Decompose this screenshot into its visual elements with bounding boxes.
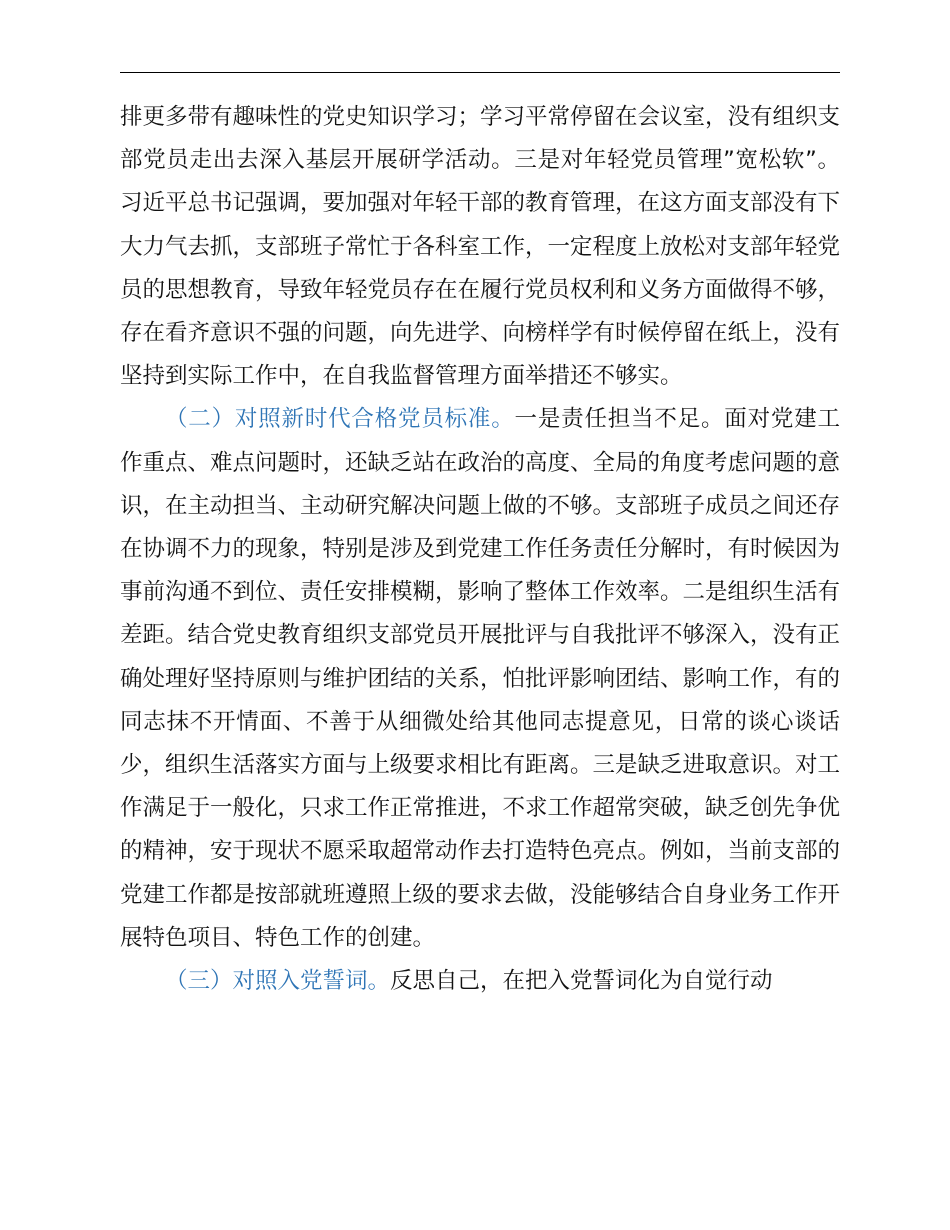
paragraph-2-text: 一是责任担当不足。面对党建工作重点、难点问题时，还缺乏站在政治的高度、全局的角度考虑问题的意识，在主动担当、主动研究解决问题上做的不够。支部班子成员之间还存在协调不力的现象，特别是涉及到党建工作任务责任分解时，有时候因为事前沟通不到位、责任安排模糊，影响了整体工作效率。二是组织生活有差距。结合党史教育组织支部党员开展批评与自我批评不够深入，没有正确处理好坚持原则与维护团结的关系，怕批评影响团结、影响工作，有的同志抹不开情面、不善于从细微处给其他同志提意见，日常的谈心谈话少，组织生活落实方面与上级要求相比有距离。三是缺乏进取意识。对工作满足于一般化，只求工作正常推进，不求工作超常突破，缺乏创先争优的精神，安于现状不愿采取超常动作去打造特色亮点。例如，当前支部的党建工作都是按部就班遵照上级的要求去做，没能够结合自身业务工作开展特色项目、特色工作的创建。 xyxy=(120,406,841,951)
paragraph-1-text: 排更多带有趣味性的党史知识学习；学习平常停留在会议室，没有组织支部党员走出去深入基层开展研学活动。三是对年轻党员管理”宽松软”。习近平总书记强调，要加强对年轻干部的教育管理，在这方面支部没有下大力气去抓，支部班子常忙于各科室工作，一定程度上放松对支部年轻党员的思想教育，导致年轻党员存在在履行党员权利和义务方面做得不够，存在看齐意识不强的问题，向先进学、向榜样学有时候停留在纸上，没有坚持到实际工作中，在自我监督管理方面举措还不够实。 xyxy=(120,104,841,390)
section-heading-3: （三）对照入党誓词。 xyxy=(165,968,391,995)
section-heading-2: （二）对照新时代合格党员标准。 xyxy=(165,406,515,433)
paragraph-1 xyxy=(120,96,840,398)
document-body xyxy=(120,96,840,1003)
paragraph-3 xyxy=(120,960,840,1003)
header-rule xyxy=(120,72,840,73)
paragraph-3-text: 反思自己，在把入党誓词化为自觉行动 xyxy=(390,968,773,995)
paragraph-2 xyxy=(120,398,840,960)
